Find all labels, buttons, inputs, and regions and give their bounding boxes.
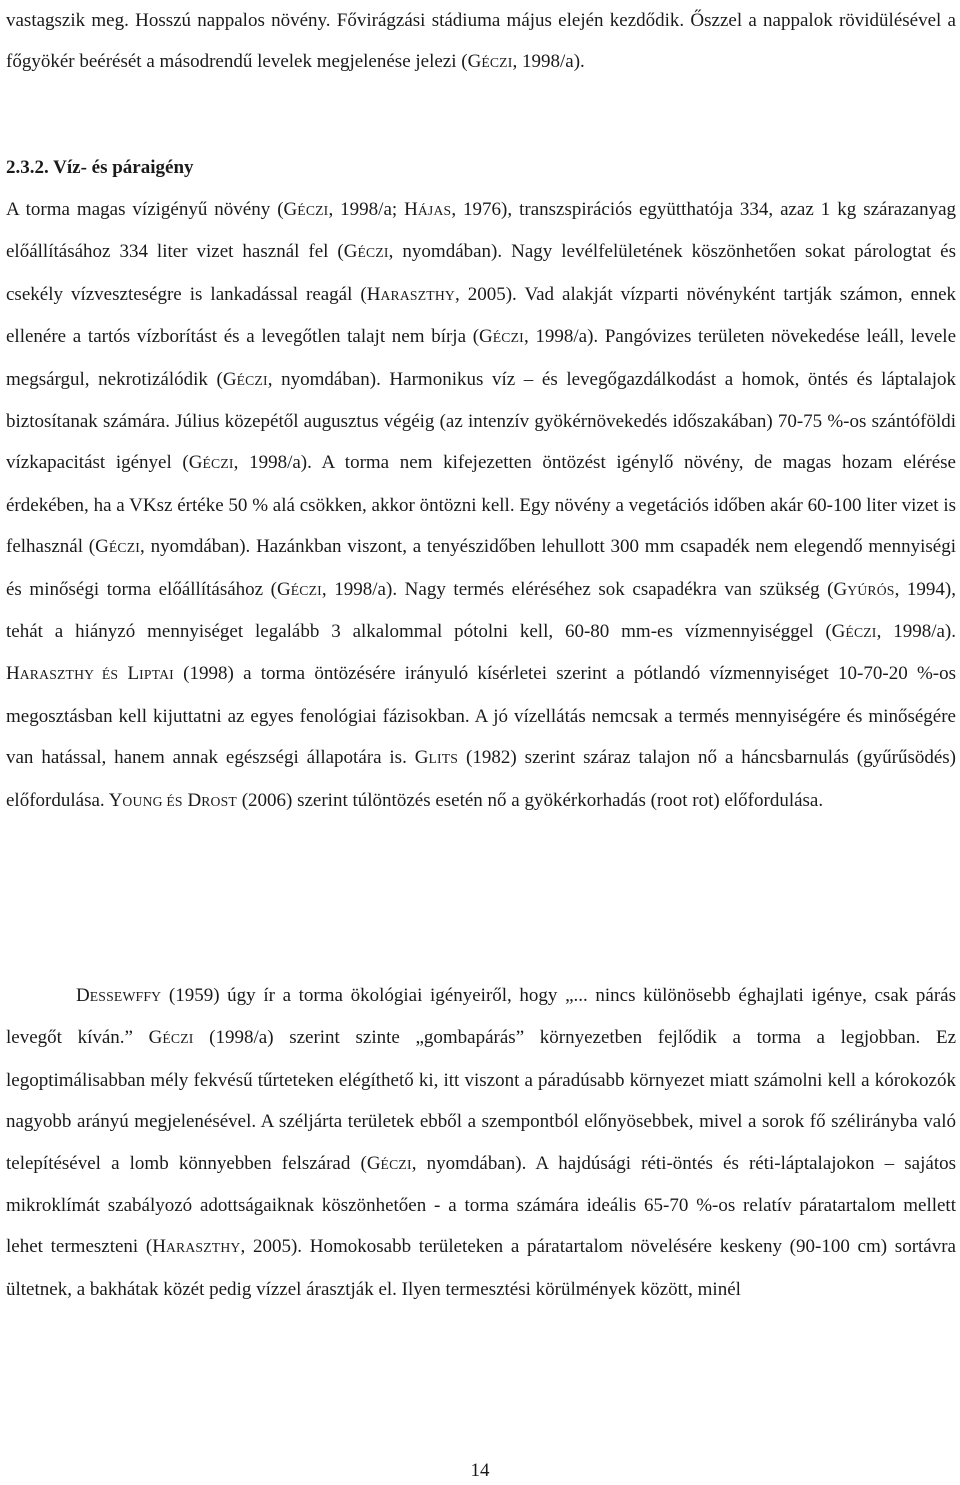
paragraph-3: DESSEWFFY (1959) úgy ír a torma ökológiai igényeiről, hogy „... nincs különösebb éghajlati igénye, csak párás levegőt kíván.” GÉCZI (1998/a) szerint szinte „gombapárás” környezetben fejlődik a torma a legjobban. Ez legoptimálisabban mély fekvésű tűrteteken elégíthető ki, itt viszont a páradúsabb környezet miatt számolni kell a kórokozók nagyobb arányú megjelenésével. A széljárta területek ebből a szempontból előnyösebbek, mivel a sorok fő szélirányba való telepítésével a lomb könnyebben felszárad (GÉCZI, nyomdában). A hajdúsági réti-öntés és réti-láptalajokon – sajátos mikroklímát szabályozó adottságaiknak köszönhetően - a torma számára ideális 65-70 %-os relatív páratartalom mellett lehet termeszteni (HARASZTHY, 2005). Homokosabb területeken a páratartalom növelésére keskeny (90-100 cm) sortávra ültetnek, a bakhátak közét pedig vízzel árasztják el. Ilyen termesztési körülmények között, minél [6, 985, 956, 1300]
paragraph-1: vastagszik meg. Hosszú nappalos növény. Fővirágzási stádiuma május elején kezdődik. Őszzel a nappalok rövidülésével a főgyökér beérését a másodrendű levelek megjelenése jelezi (GÉCZI, 1998/a). [6, 10, 956, 73]
section-heading: 2.3.2. Víz- és páraigény [6, 157, 194, 178]
paragraph-2: A torma magas vízigényű növény (GÉCZI, 1998/a; HÁJAS, 1976), transzspirációs együtthatója 334, azaz 1 kg szárazanyag előállításához 334 liter vizet használ fel (GÉCZI, nyomdában). Nagy levélfelületének köszönhetően sokat párologtat és csekély vízveszteségre is lankadással reagál (HARASZTHY, 2005). Vad alakját vízparti növényként tartják számon, ennek ellenére a tartós vízborítást és a levegőtlen talajt nem bírja (GÉCZI, 1998/a). Pangóvizes területen növekedése leáll, levele megsárgul, nekrotizálódik (GÉCZI, nyomdában). Harmonikus víz – és levegőgazdálkodást a homok, öntés és láptalajok biztosítanak számára. Július közepétől augusztus végéig (az intenzív gyökérnövekedés időszakában) 70-75 %-os szántóföldi vízkapacitást igényel (GÉCZI, 1998/a). A torma nem kifejezetten öntözést igénylő növény, de magas hozam elérése érdekében, ha a VKsz értéke 50 % alá csökken, akkor öntözni kell. Egy növény a vegetációs időben akár 60-100 liter vizet is felhasznál (GÉCZI, nyomdában). Hazánkban viszont, a tenyészidőben lehullott 300 mm csapadék nem elegendő mennyiségi és minőségi torma előállításához (GÉCZI, 1998/a). Nagy termés eléréséhez sok csapadékra van szükség (GYÚRÓS, 1994), tehát a hiányzó mennyiséget legalább 3 alkalommal pótolni kell, 60-80 mm-es vízmennyiséggel (GÉCZI, 1998/a). HARASZTHY ÉS LIPTAI (1998) a torma öntözésére irányuló kísérletei szerint a pótlandó vízmennyiséget 10-70-20 %-os megosztásban kell kijuttatni az egyes fenológiai fázisokban. A jó vízellátás nemcsak a termés mennyiségére és minőségére van hatással, hanem annak egészségi állapotára is. GLITS (1982) szerint száraz talajon nő a háncsbarnulás (gyűrűsödés) előfordulása. YOUNG ÉS DROST (2006) szerint túlöntözés esetén nő a gyökérkorhadás (root rot) előfordulása. [6, 199, 957, 811]
page-number: 14 [470, 1460, 490, 1481]
